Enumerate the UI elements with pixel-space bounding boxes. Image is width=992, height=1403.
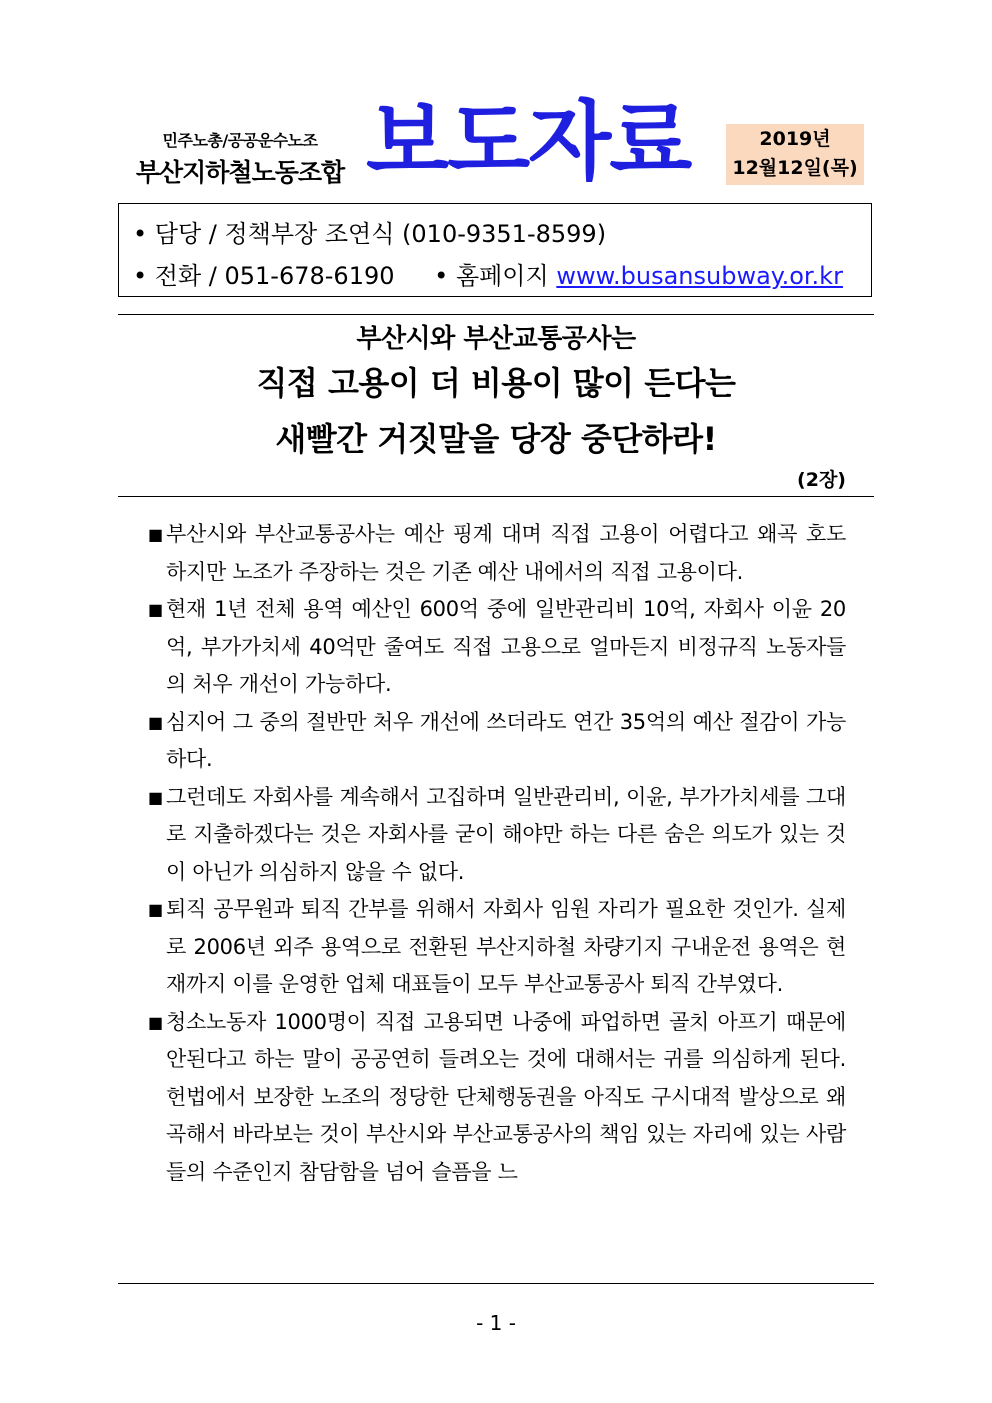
homepage-link[interactable]: www.busansubway.or.kr xyxy=(556,262,843,290)
contact-phone: • 전화 / 051-678-6190 xyxy=(133,262,395,290)
body-list xyxy=(148,516,846,1191)
page-number: - 1 - xyxy=(476,1311,516,1335)
item-text: 그런데도 자회사를 계속해서 고집하며 일반관리비, 이윤, 부가가치세를 그대로 지출하겠다는 것은 자회사를 굳이 해야만 하는 다른 숨은 의도가 있는 것이 아닌가 의심하지 않을 수 없다. xyxy=(166,784,846,884)
contact-box xyxy=(118,203,872,297)
bullet-square-icon: ■ xyxy=(148,525,163,544)
federation-name: 민주노총/공공운수노조 xyxy=(162,131,318,150)
item-text: 부산시와 부산교통공사는 예산 핑계 대며 직접 고용이 어렵다고 왜곡 호도 하지만 노조가 주장하는 것은 기존 예산 내에서의 직접 고용이다. xyxy=(166,522,846,584)
item-text: 현재 1년 전체 용역 예산인 600억 중에 일반관리비 10억, 자회사 이윤 20억, 부가가치세 40억만 줄여도 직접 고용으로 얼마든지 비정규직 노동자들의 처우 개선이 가능하다. xyxy=(166,597,846,696)
press-release-title: 보도자료 xyxy=(366,92,691,192)
list-item xyxy=(148,1004,846,1192)
list-item xyxy=(148,516,846,591)
headline-line-1: 부산시와 부산교통공사는 xyxy=(356,324,636,354)
date-box xyxy=(726,124,864,185)
union-name: 부산지하철노동조합 xyxy=(135,158,345,187)
union-name-block xyxy=(120,128,360,189)
date-day: 12월12일(목) xyxy=(732,157,858,179)
contact-person: • 담당 / 정책부장 조연식 (010-9351-8599) xyxy=(133,220,607,248)
list-item xyxy=(148,591,846,704)
list-item xyxy=(148,779,846,892)
item-text: 퇴직 공무원과 퇴직 간부를 위해서 자회사 임원 자리가 필요한 것인가. 실제로 2006년 외주 용역으로 전환된 부산지하철 차량기지 구내운전 용역은 현재까지 이를 운영한 업체 대표들이 모두 부산교통공사 퇴직 간부였다. xyxy=(166,897,846,996)
list-item xyxy=(148,891,846,1004)
homepage-label: • 홈페이지 xyxy=(434,262,549,290)
contact-row xyxy=(133,256,843,291)
headline-line-3: 새빨간 거짓말을 당장 중단하라! xyxy=(275,420,717,458)
bullet-square-icon: ■ xyxy=(148,900,163,919)
page-count: (2장) xyxy=(797,469,846,491)
bullet-square-icon: ■ xyxy=(148,1012,163,1032)
item-text: 청소노동자 1000명이 직접 고용되면 나중에 파업하면 골치 아프기 때문에 안된다고 하는 말이 공공연히 들려오는 것에 대해서는 귀를 의심하게 된다. 헌법에서 보장한 노조의 정당한 단체행동권을 아직도 구시대적 발상으로 왜곡해서 바라보는 것이 부산시와 부산교통공사의 책임 있는 자리에 있는 사람들의 수준인지 참담함을 넘어 슬픔을 느 xyxy=(166,1009,846,1184)
bullet-square-icon: ■ xyxy=(148,712,163,732)
bullet-square-icon: ■ xyxy=(148,600,163,619)
bullet-square-icon: ■ xyxy=(148,787,163,807)
date-year: 2019년 xyxy=(759,128,831,150)
divider-bottom xyxy=(118,1283,874,1284)
list-item xyxy=(148,704,846,779)
item-text: 심지어 그 중의 절반만 처우 개선에 쓰더라도 연간 35억의 예산 절감이 가능하다. xyxy=(166,709,846,771)
headline-line-2: 직접 고용이 더 비용이 많이 든다는 xyxy=(256,364,736,402)
divider-top xyxy=(118,314,874,315)
divider-middle xyxy=(118,496,874,497)
